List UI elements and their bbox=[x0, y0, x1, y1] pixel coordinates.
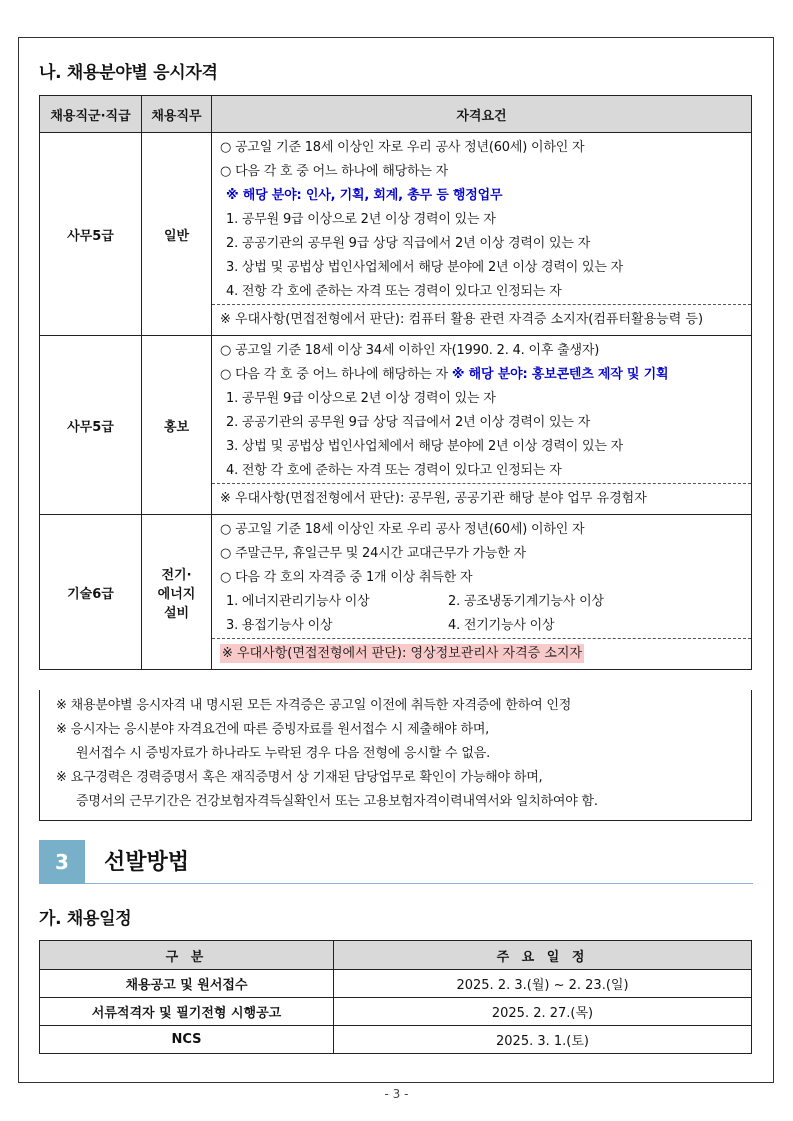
header-category: 구 분 bbox=[40, 941, 334, 970]
requirement-item: 4. 전항 각 호에 준하는 자격 또는 경력이 있다고 인정되는 자 bbox=[226, 284, 562, 299]
grade-cell: 사무5급 bbox=[40, 336, 142, 515]
schedule-date: 2025. 2. 3.(월) ~ 2. 23.(일) bbox=[334, 970, 752, 998]
requirements-cell bbox=[212, 515, 752, 670]
page-number: - 3 - bbox=[384, 1087, 409, 1101]
preference-highlight: ※ 우대사항(면접전형에서 판단): 영상정보관리사 자격증 소지자 bbox=[222, 646, 583, 661]
requirement-line: ○ 공고일 기준 18세 이상인 자로 우리 공사 정년(60세) 이하인 자 bbox=[220, 522, 585, 537]
header-grade: 채용직군·직급 bbox=[40, 96, 142, 133]
requirement-item: 3. 상법 및 공법상 법인사업체에서 해당 분야에 2년 이상 경력이 있는 자 bbox=[226, 439, 623, 454]
grade-cell: 기술6급 bbox=[40, 515, 142, 670]
table-row bbox=[40, 336, 752, 515]
schedule-label: 서류적격자 및 필기전형 시행공고 bbox=[40, 998, 334, 1026]
job-cell bbox=[142, 515, 212, 670]
note-line: ※ 채용분야별 응시자격 내 명시된 모든 자격증은 공고일 이전에 취득한 자격증에 한하여 인정 bbox=[56, 698, 572, 713]
header-requirements: 자격요건 bbox=[212, 96, 752, 133]
table-row bbox=[40, 970, 752, 998]
preference-line: ※ 우대사항(면접전형에서 판단): 공무원, 공공기관 해당 분야 업무 유경험자 bbox=[212, 483, 751, 514]
section-title: 선발방법 bbox=[104, 850, 190, 875]
note-line: ※ 응시자는 응시분야 자격요건에 따른 증빙자료를 원서접수 시 제출해야 하며, bbox=[56, 722, 490, 737]
requirement-item: 4. 전항 각 호에 준하는 자격 또는 경력이 있다고 인정되는 자 bbox=[226, 463, 562, 478]
cert-item: 4. 전기기능사 이상 bbox=[448, 618, 555, 633]
table-row bbox=[40, 133, 752, 336]
header-schedule: 주 요 일 정 bbox=[334, 941, 752, 970]
requirement-line: ○ 공고일 기준 18세 이상 34세 이하인 자(1990. 2. 4. 이후 출생자) bbox=[220, 343, 600, 358]
notes-box bbox=[39, 690, 752, 821]
requirement-item: 2. 공공기관의 공무원 9급 상당 직급에서 2년 이상 경력이 있는 자 bbox=[226, 236, 591, 251]
table-row bbox=[40, 1026, 752, 1054]
field-line: ※ 해당 분야: 인사, 기획, 회계, 총무 등 행정업무 bbox=[226, 188, 503, 203]
header-job: 채용직무 bbox=[142, 96, 212, 133]
section-number: 3 bbox=[39, 840, 85, 884]
requirement-line: ○ 주말근무, 휴일근무 및 24시간 교대근무가 가능한 자 bbox=[220, 546, 526, 561]
cert-row bbox=[212, 590, 751, 614]
requirement-item: 1. 공무원 9급 이상으로 2년 이상 경력이 있는 자 bbox=[226, 391, 496, 406]
field-line: ※ 해당 분야: 홍보콘텐츠 제작 및 기획 bbox=[451, 367, 669, 382]
schedule-label: NCS bbox=[40, 1026, 334, 1054]
requirement-line: ○ 다음 각 호의 자격증 중 1개 이상 취득한 자 bbox=[220, 570, 473, 585]
note-line: 원서접수 시 증빙자료가 하나라도 누락된 경우 다음 전형에 응시할 수 없음. bbox=[76, 746, 490, 761]
cert-item: 3. 용접기능사 이상 bbox=[226, 618, 333, 633]
requirement-item: 3. 상법 및 공법상 법인사업체에서 해당 분야에 2년 이상 경력이 있는 자 bbox=[226, 260, 623, 275]
job-line: 전기· bbox=[161, 567, 192, 583]
table-row bbox=[40, 515, 752, 670]
requirements-cell bbox=[212, 133, 752, 336]
job-cell: 홍보 bbox=[142, 336, 212, 515]
section-ga-title: 가. 채용일정 bbox=[39, 909, 132, 929]
section-na-title: 나. 채용분야별 응시자격 bbox=[39, 63, 218, 83]
job-line: 에너지 bbox=[157, 586, 196, 602]
job-line: 설비 bbox=[163, 605, 190, 621]
requirement-line bbox=[212, 363, 751, 387]
note-line: ※ 요구경력은 경력증명서 혹은 재직증명서 상 기재된 담당업무로 확인이 가능해야 하며, bbox=[56, 770, 543, 785]
schedule-label: 채용공고 및 원서접수 bbox=[40, 970, 334, 998]
cert-row bbox=[212, 614, 751, 638]
requirement-item: 2. 공공기관의 공무원 9급 상당 직급에서 2년 이상 경력이 있는 자 bbox=[226, 415, 591, 430]
grade-cell: 사무5급 bbox=[40, 133, 142, 336]
schedule-table bbox=[39, 940, 752, 1054]
schedule-date: 2025. 3. 1.(토) bbox=[334, 1026, 752, 1054]
requirement-line: ○ 공고일 기준 18세 이상인 자로 우리 공사 정년(60세) 이하인 자 bbox=[220, 140, 585, 155]
schedule-date: 2025. 2. 27.(목) bbox=[334, 998, 752, 1026]
requirements-table bbox=[39, 95, 752, 670]
job-cell: 일반 bbox=[142, 133, 212, 336]
note-line: 증명서의 근무기간은 건강보험자격득실확인서 또는 고용보험자격이력내역서와 일치하여야 함. bbox=[76, 794, 598, 809]
cert-item: 2. 공조냉동기계기능사 이상 bbox=[448, 594, 604, 609]
requirement-line: ○ 다음 각 호 중 어느 하나에 해당하는 자 bbox=[220, 164, 448, 179]
preference-line: ※ 우대사항(면접전형에서 판단): 컴퓨터 활용 관련 자격증 소지자(컴퓨터활용능력 등) bbox=[212, 304, 751, 335]
requirement-text: ○ 다음 각 호 중 어느 하나에 해당하는 자 bbox=[220, 367, 448, 382]
table-row bbox=[40, 998, 752, 1026]
requirement-item: 1. 공무원 9급 이상으로 2년 이상 경력이 있는 자 bbox=[226, 212, 496, 227]
section-divider bbox=[85, 883, 753, 884]
requirements-cell bbox=[212, 336, 752, 515]
cert-item: 1. 에너지관리기능사 이상 bbox=[226, 594, 370, 609]
preference-line bbox=[212, 638, 751, 669]
